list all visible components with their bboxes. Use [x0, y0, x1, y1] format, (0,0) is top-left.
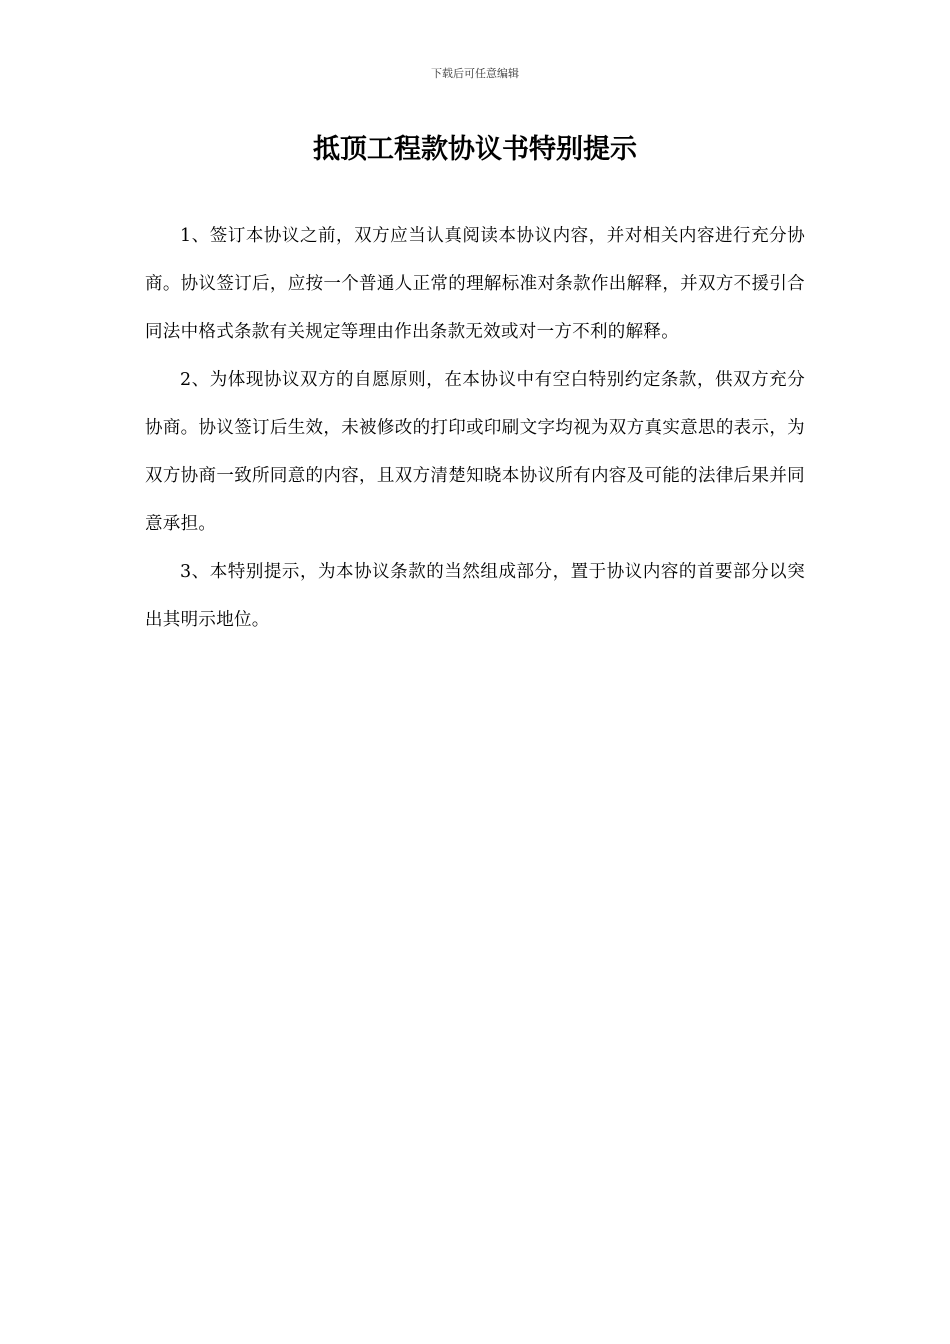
document-body: [145, 212, 805, 644]
document-title: 抵顶工程款协议书特别提示: [313, 134, 637, 165]
paragraph-3: 3、本特别提示，为本协议条款的当然组成部分，置于协议内容的首要部分以突出其明示地位。: [145, 562, 805, 630]
paragraph-1: 1、签订本协议之前，双方应当认真阅读本协议内容，并对相关内容进行充分协商。协议签订后，应按一个普通人正常的理解标准对条款作出解释，并双方不援引合同法中格式条款有关规定等理由作出条款无效或对一方不利的解释。: [145, 226, 805, 342]
header-note: 下载后可任意编辑: [431, 67, 519, 80]
paragraph-2: 2、为体现协议双方的自愿原则，在本协议中有空白特别约定条款，供双方充分协商。协议签订后生效，未被修改的打印或印刷文字均视为双方真实意思的表示，为双方协商一致所同意的内容，且双方清楚知晓本协议所有内容及可能的法律后果并同意承担。: [145, 370, 805, 534]
